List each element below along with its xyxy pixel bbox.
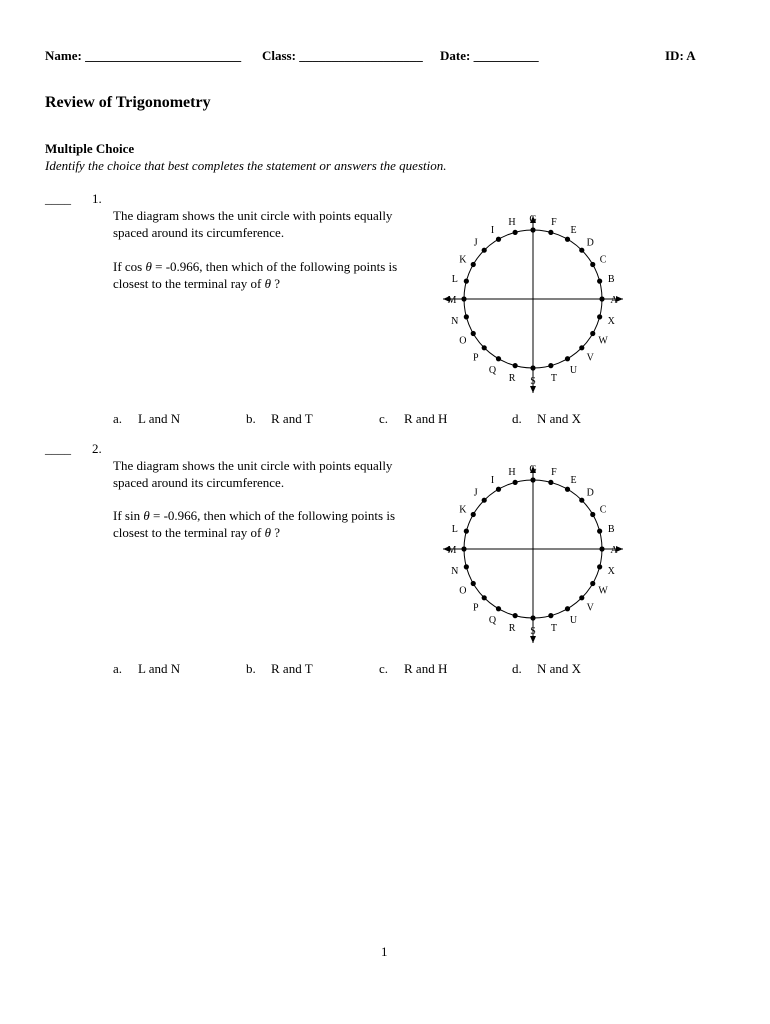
question-condition: If cos θ = -0.966, then which of the following points is closest to the terminal ray of θ ? — [113, 259, 398, 291]
point-label: W — [598, 585, 608, 597]
question-text: The diagram shows the unit circle with points equally spaced around its circumference. — [113, 458, 393, 490]
section-heading: Multiple Choice — [45, 141, 135, 156]
point-label: B — [607, 274, 615, 286]
theta-symbol: θ — [143, 508, 150, 523]
circle-point — [513, 613, 518, 618]
point-label: D — [586, 237, 594, 249]
point-label: K — [459, 254, 467, 266]
axis-arrowhead — [530, 636, 536, 643]
question-text: The diagram shows the unit circle with points equally spaced around its circumference. — [113, 208, 393, 240]
circle-point — [530, 615, 535, 620]
point-label: T — [550, 373, 558, 385]
point-label: F — [551, 216, 557, 228]
circle-point — [565, 487, 570, 492]
question-number: 1. — [92, 191, 102, 206]
circle-point — [482, 595, 487, 600]
point-label: X — [607, 565, 615, 577]
date-field: Date: __________ — [440, 48, 539, 63]
circle-point — [530, 477, 535, 482]
point-label: U — [569, 365, 578, 377]
question-number: 2. — [92, 441, 102, 456]
circle-point — [496, 606, 501, 611]
choice-b: b. R and T — [246, 411, 313, 426]
point-label: H — [508, 216, 516, 228]
circle-point — [471, 581, 476, 586]
point-label: T — [550, 623, 558, 635]
point-label: U — [569, 615, 578, 627]
choice-d: d. N and X — [512, 661, 582, 676]
circle-point — [590, 581, 595, 586]
page-number: 1 — [381, 944, 388, 959]
point-label: R — [508, 373, 516, 385]
point-label: M — [447, 545, 457, 556]
circle-point — [548, 480, 553, 485]
answer-blank: ____ — [45, 441, 71, 456]
point-label: A — [610, 295, 618, 306]
point-label: L — [451, 524, 458, 536]
circle-point — [482, 498, 487, 503]
point-label: S — [530, 376, 536, 387]
point-label: O — [459, 335, 467, 347]
circle-point — [464, 564, 469, 569]
class-field: Class: ___________________ — [262, 48, 423, 63]
circle-point — [579, 595, 584, 600]
circle-point — [590, 512, 595, 517]
point-label: C — [599, 504, 607, 516]
point-label: N — [451, 315, 459, 327]
point-label: P — [472, 352, 479, 364]
point-label: I — [490, 224, 495, 236]
point-label: D — [586, 487, 594, 499]
point-label: E — [570, 224, 577, 236]
choice-d: d. N and X — [512, 411, 582, 426]
point-label: V — [586, 602, 594, 614]
point-label: R — [508, 623, 516, 635]
point-label: L — [451, 274, 458, 286]
point-label: Q — [488, 615, 497, 627]
point-label: Q — [488, 365, 497, 377]
theta-symbol: θ — [145, 259, 152, 274]
circle-point — [597, 529, 602, 534]
point-label: B — [607, 524, 615, 536]
choice-c: c. R and H — [379, 411, 448, 426]
choice-a: a. L and N — [113, 411, 181, 426]
point-label: I — [490, 474, 495, 486]
point-label: J — [473, 487, 478, 499]
circle-point — [565, 606, 570, 611]
point-label: H — [508, 466, 516, 478]
circle-point — [496, 487, 501, 492]
name-field: Name: ________________________ — [45, 48, 242, 63]
point-label: W — [598, 335, 608, 347]
answer-blank: ____ — [45, 191, 71, 206]
theta-symbol: θ — [264, 525, 272, 540]
choice-b: b. R and T — [246, 661, 313, 676]
point-label: P — [472, 602, 479, 614]
circle-point — [597, 564, 602, 569]
section-instructions: Identify the choice that best completes the statement or answers the question. — [45, 158, 447, 173]
choice-a: a. L and N — [113, 661, 181, 676]
circle-point — [513, 480, 518, 485]
point-label: M — [447, 295, 457, 306]
circle-point — [548, 613, 553, 618]
circle-point — [599, 546, 604, 551]
circle-point — [464, 529, 469, 534]
point-label: A — [610, 545, 618, 556]
point-label: X — [607, 315, 615, 327]
circle-point — [461, 546, 466, 551]
test-id: ID: A — [665, 48, 696, 63]
point-label: G — [529, 464, 537, 475]
point-label: C — [599, 254, 607, 266]
circle-point — [471, 512, 476, 517]
point-label: G — [529, 214, 537, 225]
point-label: E — [570, 474, 577, 486]
circle-point — [579, 498, 584, 503]
theta-symbol: θ — [264, 276, 272, 291]
point-label: N — [451, 565, 459, 577]
page-title: Review of Trigonometry — [45, 94, 211, 111]
point-label: J — [473, 237, 478, 249]
choice-c: c. R and H — [379, 661, 448, 676]
point-label: K — [459, 504, 467, 516]
question-condition: If sin θ = -0.966, then which of the following points is closest to the terminal ray of θ ? — [113, 508, 396, 540]
point-label: O — [459, 585, 467, 597]
point-label: F — [551, 466, 557, 478]
point-label: S — [530, 626, 536, 637]
point-label: V — [586, 352, 594, 364]
